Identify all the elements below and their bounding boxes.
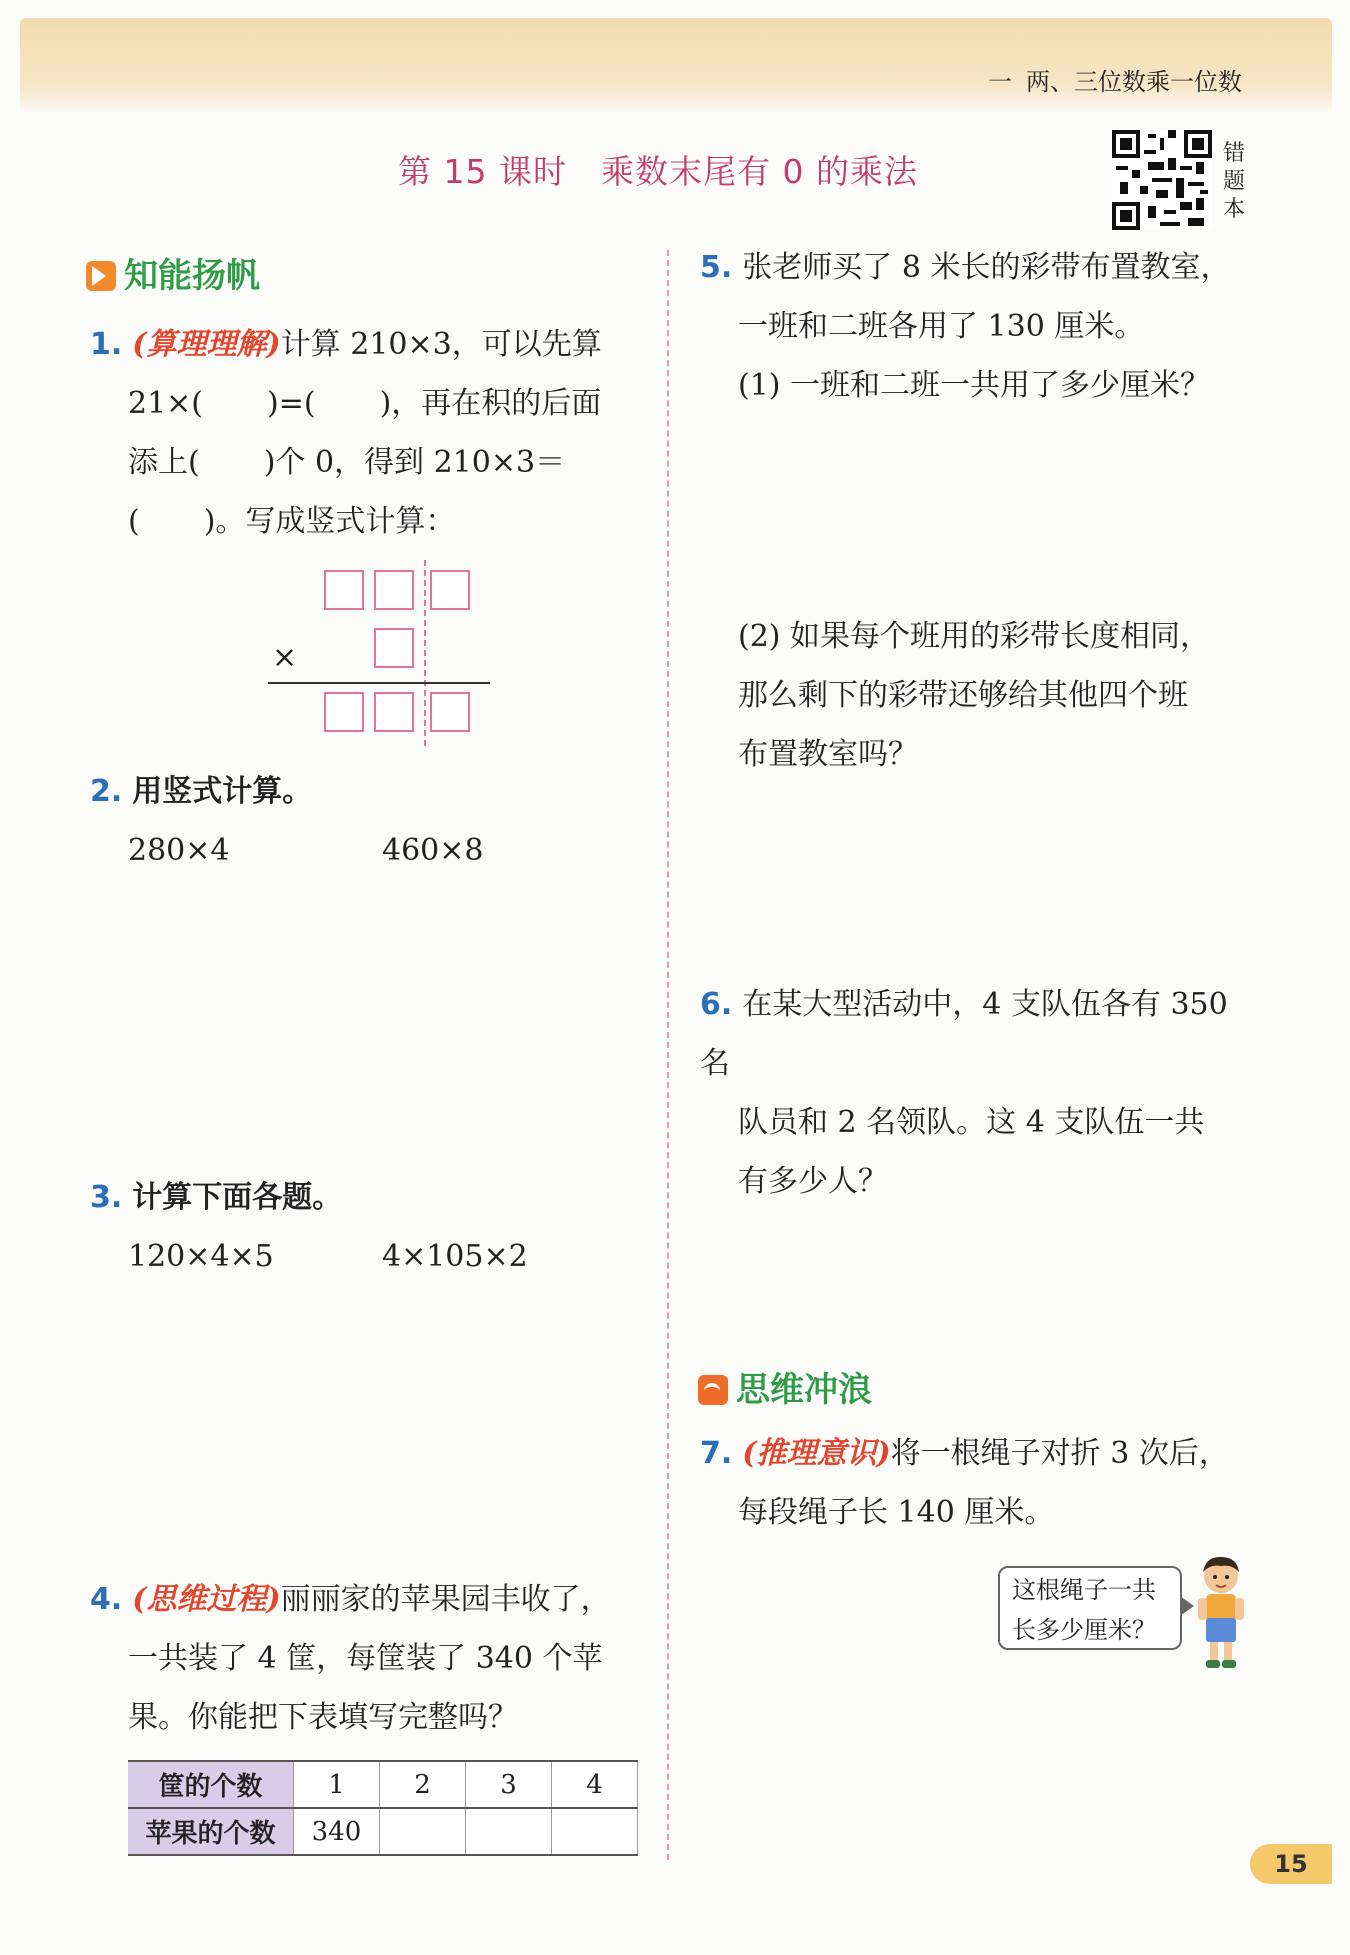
question-number: 6. (700, 987, 733, 1022)
computation-line (268, 682, 490, 684)
bubble-line: 这根绳子一共 (1012, 1576, 1156, 1604)
section-basic-heading (86, 248, 260, 297)
table-cell: 2 (380, 1761, 466, 1808)
q4-line2: 一共装了 4 筐，每筐装了 340 个苹 (128, 1641, 603, 1676)
digit-box[interactable] (430, 692, 470, 732)
qr-code[interactable] (1112, 130, 1212, 230)
q5-part2-line1: (2) 如果每个班用的彩带长度相同， (738, 619, 1211, 654)
expression: 120×4×5 (128, 1239, 274, 1274)
q5-line2: 一班和二班各用了 130 厘米。 (738, 309, 1145, 344)
digit-box[interactable] (374, 692, 414, 732)
q6-line1: 在某大型活动中，4 支队伍各有 350 名 (700, 987, 1228, 1081)
column-divider (667, 250, 669, 1860)
table-answer-cell[interactable] (466, 1808, 552, 1855)
lesson-title: 第 15 课时 乘数末尾有 0 的乘法 (398, 152, 918, 191)
question-number: 2. (90, 774, 123, 809)
question-number: 7. (700, 1436, 733, 1471)
table-row (128, 1808, 638, 1855)
question-5-part2 (700, 607, 1260, 784)
alignment-guide-line (424, 560, 426, 746)
table-cell: 1 (294, 1761, 380, 1808)
qr-label-char: 本 (1222, 197, 1245, 222)
question-tag: (算理理解) (132, 327, 281, 362)
q5-part2-line3: 布置教室吗？ (738, 737, 918, 772)
table-cell: 340 (294, 1808, 380, 1855)
question-2 (90, 762, 650, 880)
digit-box[interactable] (324, 692, 364, 732)
wave-icon (698, 1375, 728, 1405)
chapter-title: 两、三位数乘一位数 (1026, 68, 1242, 96)
question-number: 3. (90, 1180, 123, 1215)
q4-line1: 丽丽家的苹果园丰收了， (280, 1582, 611, 1617)
row-header: 苹果的个数 (128, 1808, 294, 1855)
question-7 (700, 1424, 1260, 1542)
q1-line2-part: )，再在积的后面 (379, 386, 602, 421)
expression: 460×8 (382, 833, 484, 868)
chapter-number: 一 (988, 68, 1012, 96)
q1-line4-part: ( (128, 504, 140, 539)
digit-box[interactable] (324, 570, 364, 610)
digit-box[interactable] (374, 628, 414, 668)
q7-line2: 每段绳子长 140 厘米。 (738, 1495, 1055, 1530)
q6-line2: 队员和 2 名领队。这 4 支队伍一共 (738, 1105, 1205, 1140)
chapter-header (988, 62, 1242, 97)
page-number: 15 (1250, 1844, 1332, 1884)
question-tag: (推理意识) (742, 1436, 891, 1471)
question-number: 1. (90, 327, 123, 362)
question-title: 计算下面各题。 (132, 1180, 343, 1215)
expression: 4×105×2 (382, 1239, 528, 1274)
table-row (128, 1761, 638, 1808)
q1-line2-part: 21×( (128, 386, 204, 421)
question-4 (90, 1570, 650, 1747)
table-answer-cell[interactable] (380, 1808, 466, 1855)
q5-part2-line2: 那么剩下的彩带还够给其他四个班 (738, 678, 1188, 713)
question-tag: (思维过程) (132, 1582, 281, 1617)
table-answer-cell[interactable] (552, 1808, 638, 1855)
question-6 (700, 975, 1260, 1211)
qr-label-char: 题 (1222, 169, 1245, 194)
question-1 (90, 315, 650, 551)
q6-line3: 有多少人？ (738, 1164, 888, 1199)
qr-label (1220, 140, 1248, 224)
table-cell: 4 (552, 1761, 638, 1808)
boy-illustration (1190, 1552, 1252, 1674)
q5-part1: (1) 一班和二班一共用了多少厘米？ (738, 368, 1211, 403)
question-3 (90, 1168, 650, 1286)
apple-table (128, 1760, 638, 1856)
qr-label-char: 错 (1222, 141, 1245, 166)
q1-line3-part: 添上( (128, 445, 200, 480)
sail-icon (86, 261, 116, 291)
q7-line1: 将一根绳子对折 3 次后， (890, 1436, 1229, 1471)
times-sign: × (272, 640, 298, 675)
bubble-line: 长多少厘米？ (1012, 1616, 1156, 1644)
section-extend-label: 思维冲浪 (736, 1370, 872, 1410)
question-5 (700, 238, 1260, 415)
q1-line3-part: )个 0，得到 210×3＝ (263, 445, 566, 480)
question-title: 用竖式计算。 (132, 774, 313, 809)
q5-line1: 张老师买了 8 米长的彩带布置教室， (742, 250, 1231, 285)
question-number: 5. (700, 250, 733, 285)
q1-line2-part: )=( (267, 386, 316, 421)
digit-box[interactable] (374, 570, 414, 610)
question-number: 4. (90, 1582, 123, 1617)
table-cell: 3 (466, 1761, 552, 1808)
digit-box[interactable] (430, 570, 470, 610)
q1-line1: 计算 210×3，可以先算 (280, 327, 602, 362)
expression: 280×4 (128, 833, 230, 868)
section-extend-heading (698, 1362, 872, 1411)
section-basic-label: 知能扬帆 (124, 256, 260, 296)
q4-line3: 果。你能把下表填写完整吗？ (128, 1700, 518, 1735)
speech-bubble (998, 1566, 1182, 1650)
q1-line4-part: )。写成竖式计算： (203, 504, 456, 539)
row-header: 筐的个数 (128, 1761, 294, 1808)
